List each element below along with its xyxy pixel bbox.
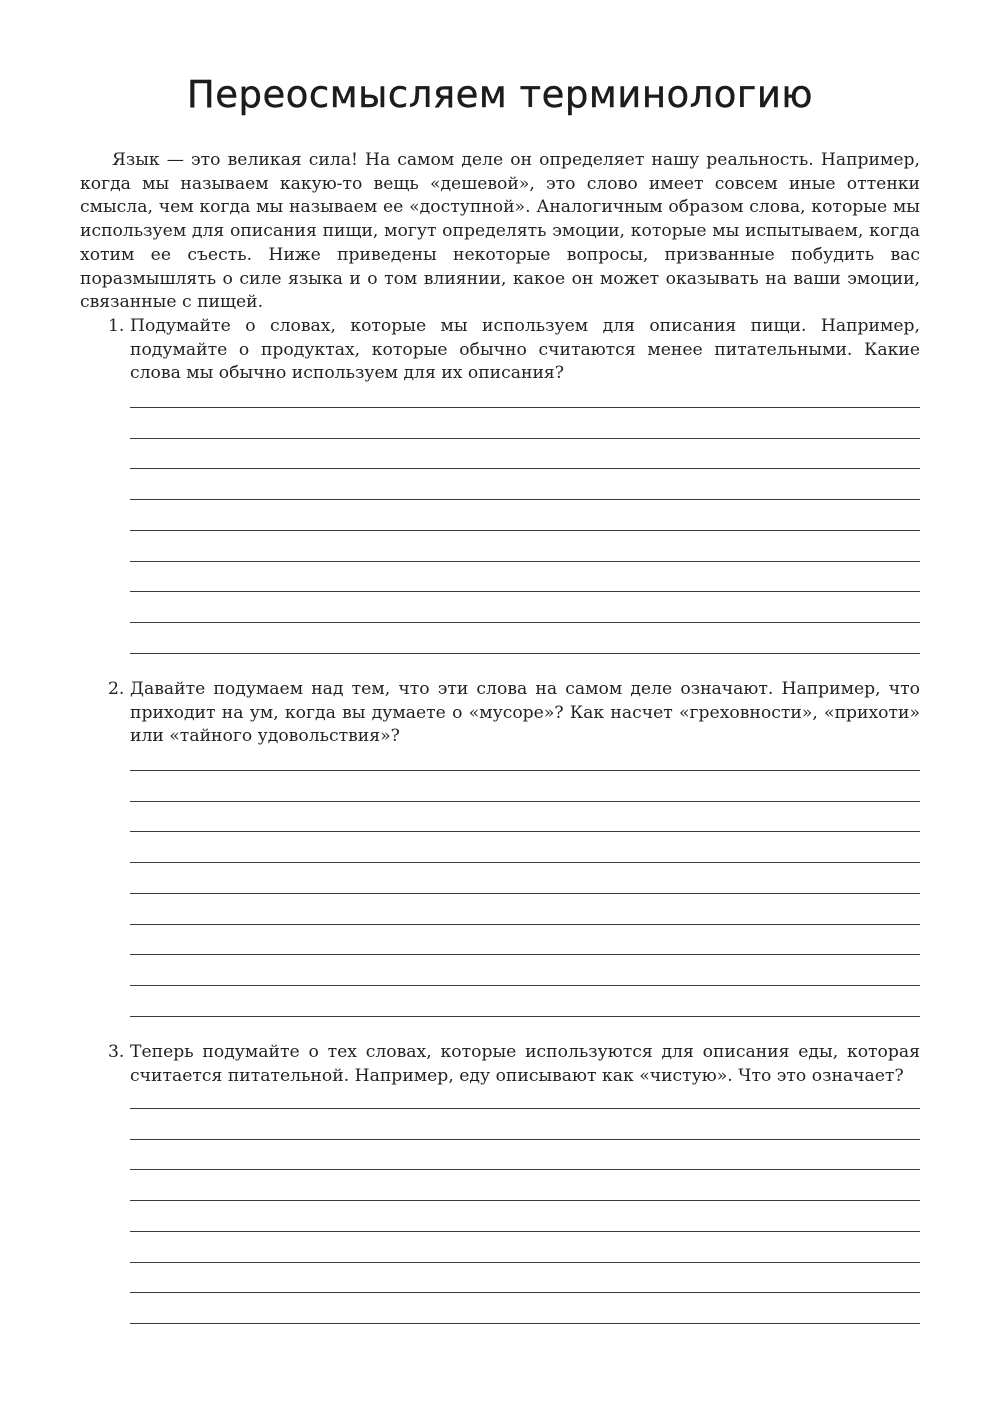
answer-line[interactable] xyxy=(130,407,920,408)
answer-line[interactable] xyxy=(130,1231,920,1232)
answer-line[interactable] xyxy=(130,438,920,439)
answer-line[interactable] xyxy=(130,591,920,592)
answer-line[interactable] xyxy=(130,862,920,863)
answer-line[interactable] xyxy=(130,1292,920,1293)
question-number: 1. xyxy=(108,316,125,336)
question-body: Теперь подумайте о тех словах, которые используются для описания еды, которая считается питательной. Например, еду описывают как «чистую». Что это означает? xyxy=(130,1042,920,1086)
page-title: Переосмысляем терминологию xyxy=(186,73,814,116)
question-3 xyxy=(108,1041,920,1088)
answer-line[interactable] xyxy=(130,924,920,925)
answer-line[interactable] xyxy=(130,468,920,469)
answer-line[interactable] xyxy=(130,1200,920,1201)
question-number: 2. xyxy=(108,679,125,699)
question-text xyxy=(108,678,920,749)
question-body: Давайте подумаем над тем, что эти слова на самом деле означают. Например, что приходит на ум, когда вы думаете о «мусоре»? Как насчет «греховности», «прихоти» или «тайного удовольствия»? xyxy=(130,679,920,747)
question-2 xyxy=(108,678,920,749)
intro-paragraph: Язык — это великая сила! На самом деле он определяет нашу реальность. Например, когда мы называем какую-то вещь «дешевой», это слово имеет совсем иные оттенки смысла, чем когда мы называем ее «доступной». Аналогичным образом слова, которые мы используем для описания пищи, могут определять эмоции, которые мы испытываем, когда хотим ее съесть. Ниже приведены некоторые вопросы, призванные побудить вас поразмышлять о силе языка и о том влиянии, какое он может оказывать на ваши эмоции, связанные с пищей. xyxy=(80,150,920,313)
answer-line[interactable] xyxy=(130,530,920,531)
question-number: 3. xyxy=(108,1042,125,1062)
answer-line[interactable] xyxy=(130,831,920,832)
answer-line[interactable] xyxy=(130,1323,920,1324)
answer-line[interactable] xyxy=(130,985,920,986)
answer-line[interactable] xyxy=(130,1108,920,1109)
answer-line[interactable] xyxy=(130,1262,920,1263)
answer-line[interactable] xyxy=(130,499,920,500)
answer-line[interactable] xyxy=(130,1016,920,1017)
answer-line[interactable] xyxy=(130,893,920,894)
answer-line[interactable] xyxy=(130,653,920,654)
question-text xyxy=(108,1041,920,1088)
answer-line[interactable] xyxy=(130,954,920,955)
answer-line[interactable] xyxy=(130,770,920,771)
answer-line[interactable] xyxy=(130,1139,920,1140)
question-text xyxy=(108,315,920,386)
question-body: Подумайте о словах, которые мы используем для описания пищи. Например, подумайте о продуктах, которые обычно считаются менее питательными. Какие слова мы обычно используем для их описания? xyxy=(130,316,920,384)
answer-line[interactable] xyxy=(130,622,920,623)
question-1 xyxy=(108,315,920,386)
answer-line[interactable] xyxy=(130,561,920,562)
answer-line[interactable] xyxy=(130,1169,920,1170)
answer-line[interactable] xyxy=(130,801,920,802)
